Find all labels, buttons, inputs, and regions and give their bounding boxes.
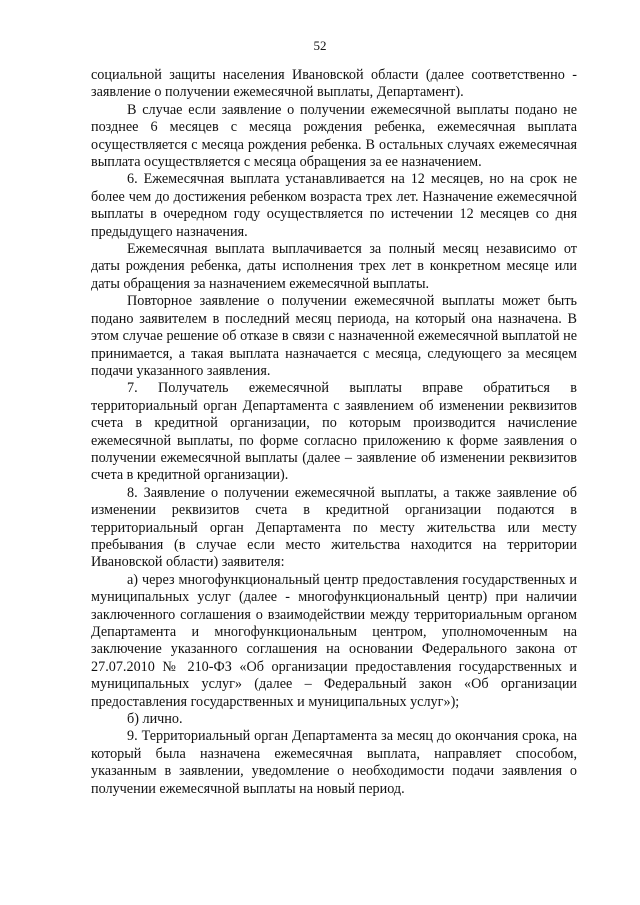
paragraph-continuation: социальной защиты населения Ивановской области (далее соответственно - заявление о получении ежемесячной выплаты, Департамент). [91, 67, 577, 101]
document-body [91, 67, 577, 798]
paragraph-item-7: 7. Получатель ежемесячной выплаты вправе обратиться в территориальный орган Департамента с заявлением об изменении реквизитов счета в кредитной организации, по которым производится начисление ежемесячной выплаты, по форме согласно приложению к форме заявления о получении ежемесячной выплаты (далее – заявление об изменении реквизитов счета в кредитной организации). [91, 380, 577, 484]
paragraph-subitem-a: а) через многофункциональный центр предоставления государственных и муниципальных услуг (далее - многофункциональный центр) при наличии заключенного соглашения о взаимодействии между территориальным органом Департамента и многофункциональным центром, уполномоченным на заключение указанного соглашения на основании Федерального закона от 27.07.2010 № 210-ФЗ «Об организации предоставления государственных и муниципальных услуг» (далее – Федеральный закон «Об организации предоставления государственных и муниципальных услуг»); [91, 571, 577, 710]
paragraph-item-8: 8. Заявление о получении ежемесячной выплаты, а также заявление об изменении реквизитов счета в кредитной организации подаются в территориальный орган Департамента по месту жительства или месту пребывания (в случае если место жительства находится на территории Ивановской области) заявителя: [91, 484, 577, 571]
paragraph-payment-start: В случае если заявление о получении ежемесячной выплаты подано не позднее 6 месяцев с месяца рождения ребенка, ежемесячная выплата осуществляется с месяца рождения ребенка. В остальных случаях ежемесячная выплата осуществляется с месяца обращения за ее назначением. [91, 101, 577, 171]
paragraph-full-month: Ежемесячная выплата выплачивается за полный месяц независимо от даты рождения ребенка, даты исполнения трех лет в конкретном месяце или даты обращения за назначением ежемесячной выплаты. [91, 241, 577, 292]
paragraph-repeat-application: Повторное заявление о получении ежемесячной выплаты может быть подано заявителем в последний месяц периода, на который она назначена. В этом случае решение об отказе в связи с назначенной ежемесячной выплатой не принимается, а такая выплата назначается с месяца, следующего за месяцем подачи указанного заявления. [91, 293, 577, 379]
paragraph-item-9: 9. Территориальный орган Департамента за месяц до окончания срока, на который была назначена ежемесячная выплата, направляет способом, указанным в заявлении, уведомление о необходимости подачи заявления о получении ежемесячной выплаты на новый период. [91, 728, 577, 797]
page-number: 52 [313, 38, 327, 53]
paragraph-item-6: 6. Ежемесячная выплата устанавливается на 12 месяцев, но на срок не более чем до достижения ребенком возраста трех лет. Назначение ежемесячной выплаты в очередном году осуществляется по истечении 12 месяцев со дня предыдущего назначения. [91, 171, 577, 240]
paragraph-subitem-b: б) лично. [127, 711, 183, 728]
